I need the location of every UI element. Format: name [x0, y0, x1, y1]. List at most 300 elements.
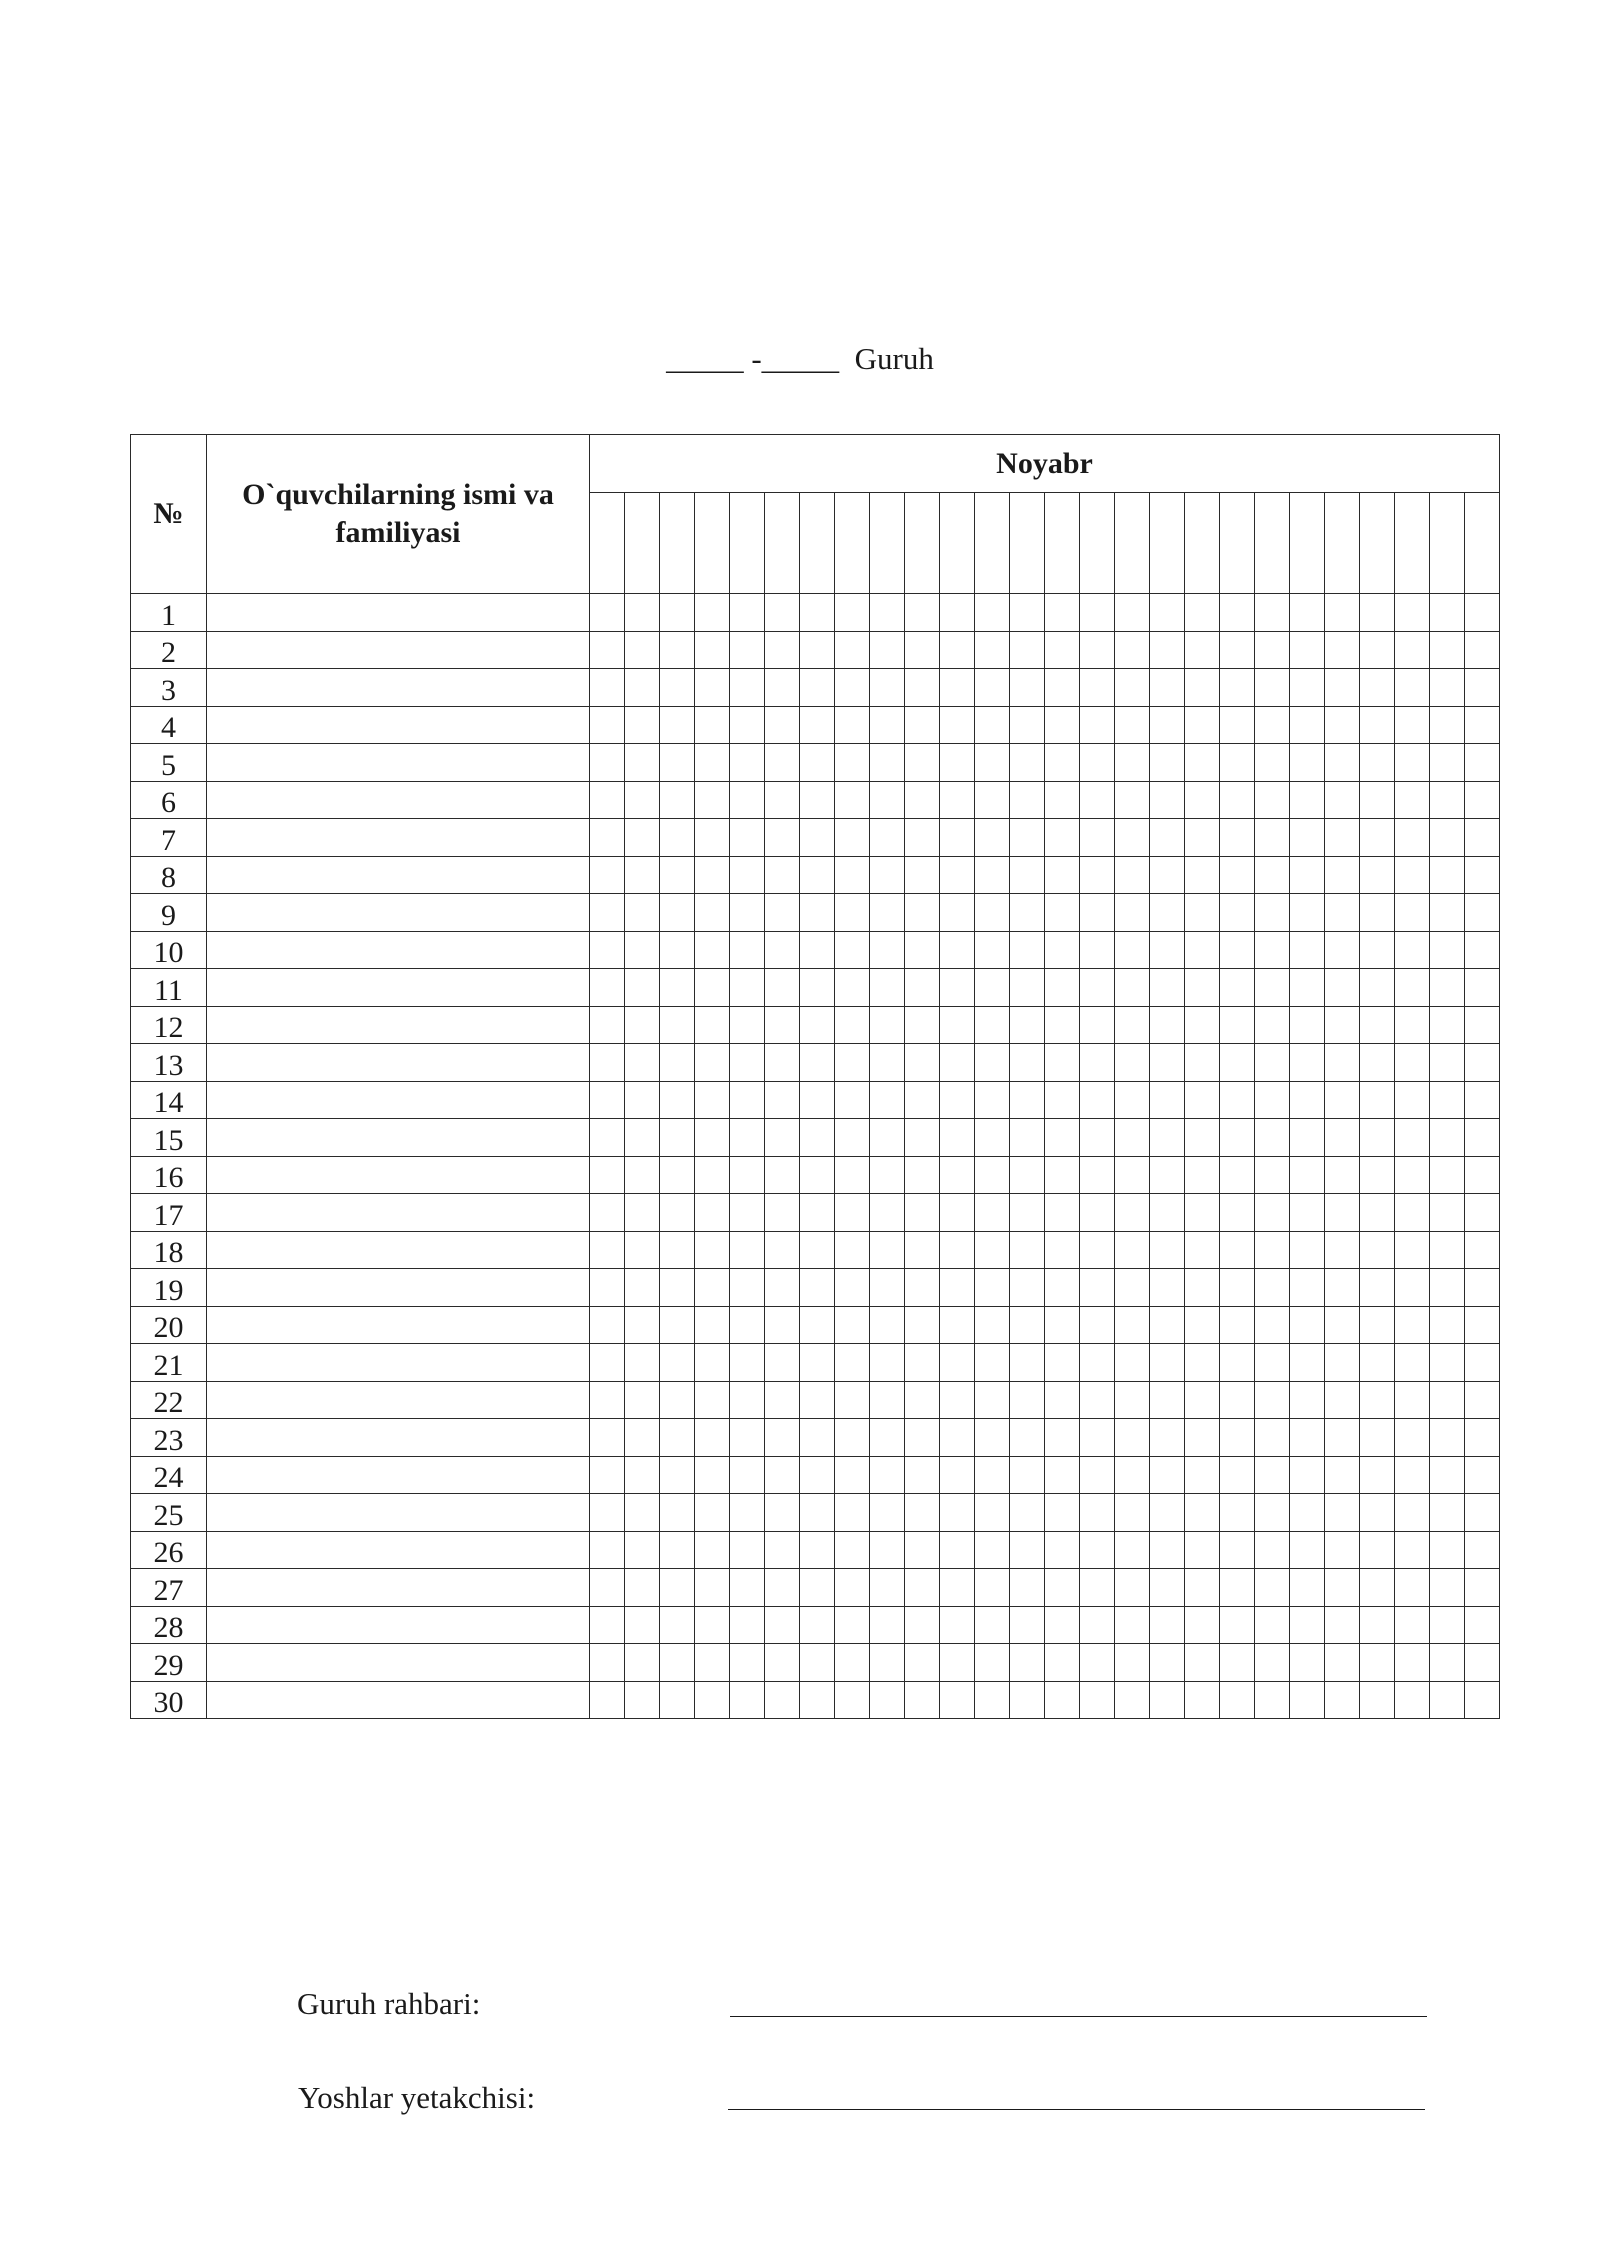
- attendance-cell[interactable]: [1465, 1344, 1500, 1382]
- attendance-cell[interactable]: [1360, 1569, 1395, 1607]
- attendance-cell[interactable]: [660, 1494, 695, 1532]
- attendance-cell[interactable]: [1395, 669, 1430, 707]
- attendance-cell[interactable]: [1360, 969, 1395, 1007]
- attendance-cell[interactable]: [1395, 1194, 1430, 1232]
- attendance-cell[interactable]: [695, 1044, 730, 1082]
- attendance-cell[interactable]: [870, 1531, 905, 1569]
- attendance-cell[interactable]: [765, 744, 800, 782]
- attendance-cell[interactable]: [835, 1344, 870, 1382]
- attendance-cell[interactable]: [1360, 1681, 1395, 1719]
- attendance-cell[interactable]: [625, 706, 660, 744]
- attendance-cell[interactable]: [1045, 631, 1080, 669]
- attendance-cell[interactable]: [905, 1381, 940, 1419]
- attendance-cell[interactable]: [1430, 1081, 1465, 1119]
- attendance-cell[interactable]: [1220, 931, 1255, 969]
- attendance-cell[interactable]: [870, 1419, 905, 1457]
- attendance-cell[interactable]: [975, 1419, 1010, 1457]
- attendance-cell[interactable]: [1080, 1531, 1115, 1569]
- attendance-cell[interactable]: [800, 1006, 835, 1044]
- attendance-cell[interactable]: [1185, 1269, 1220, 1307]
- attendance-cell[interactable]: [1150, 1081, 1185, 1119]
- attendance-cell[interactable]: [1325, 1644, 1360, 1682]
- attendance-cell[interactable]: [1255, 1006, 1290, 1044]
- attendance-cell[interactable]: [905, 1231, 940, 1269]
- attendance-cell[interactable]: [660, 744, 695, 782]
- attendance-cell[interactable]: [1045, 1494, 1080, 1532]
- attendance-cell[interactable]: [1360, 744, 1395, 782]
- attendance-cell[interactable]: [870, 1381, 905, 1419]
- attendance-cell[interactable]: [695, 819, 730, 857]
- attendance-cell[interactable]: [695, 1569, 730, 1607]
- attendance-cell[interactable]: [905, 1569, 940, 1607]
- attendance-cell[interactable]: [1080, 1269, 1115, 1307]
- attendance-cell[interactable]: [625, 931, 660, 969]
- attendance-cell[interactable]: [590, 1119, 625, 1157]
- attendance-cell[interactable]: [1395, 1494, 1430, 1532]
- attendance-cell[interactable]: [1325, 931, 1360, 969]
- attendance-cell[interactable]: [625, 744, 660, 782]
- student-name-cell[interactable]: [207, 1306, 590, 1344]
- attendance-cell[interactable]: [730, 969, 765, 1007]
- attendance-cell[interactable]: [1150, 1119, 1185, 1157]
- attendance-cell[interactable]: [870, 1269, 905, 1307]
- attendance-cell[interactable]: [1465, 969, 1500, 1007]
- attendance-cell[interactable]: [1325, 669, 1360, 707]
- attendance-cell[interactable]: [1115, 969, 1150, 1007]
- attendance-cell[interactable]: [1465, 781, 1500, 819]
- attendance-cell[interactable]: [870, 1494, 905, 1532]
- attendance-cell[interactable]: [660, 1119, 695, 1157]
- attendance-cell[interactable]: [835, 931, 870, 969]
- attendance-cell[interactable]: [1045, 1006, 1080, 1044]
- attendance-cell[interactable]: [1010, 1194, 1045, 1232]
- attendance-cell[interactable]: [695, 931, 730, 969]
- attendance-cell[interactable]: [730, 1081, 765, 1119]
- attendance-cell[interactable]: [1010, 894, 1045, 932]
- attendance-cell[interactable]: [800, 819, 835, 857]
- attendance-cell[interactable]: [730, 1381, 765, 1419]
- student-name-cell[interactable]: [207, 1531, 590, 1569]
- attendance-cell[interactable]: [730, 1044, 765, 1082]
- attendance-cell[interactable]: [660, 1344, 695, 1382]
- attendance-cell[interactable]: [730, 594, 765, 632]
- attendance-cell[interactable]: [870, 1456, 905, 1494]
- attendance-cell[interactable]: [835, 706, 870, 744]
- attendance-cell[interactable]: [870, 744, 905, 782]
- attendance-cell[interactable]: [1325, 706, 1360, 744]
- attendance-cell[interactable]: [625, 1269, 660, 1307]
- attendance-cell[interactable]: [1185, 1456, 1220, 1494]
- attendance-cell[interactable]: [1360, 931, 1395, 969]
- attendance-cell[interactable]: [1465, 819, 1500, 857]
- attendance-cell[interactable]: [940, 669, 975, 707]
- attendance-cell[interactable]: [1465, 1419, 1500, 1457]
- attendance-cell[interactable]: [660, 1606, 695, 1644]
- attendance-cell[interactable]: [1430, 1606, 1465, 1644]
- attendance-cell[interactable]: [940, 594, 975, 632]
- attendance-cell[interactable]: [1045, 1606, 1080, 1644]
- attendance-cell[interactable]: [1185, 819, 1220, 857]
- attendance-cell[interactable]: [800, 931, 835, 969]
- attendance-cell[interactable]: [625, 1156, 660, 1194]
- attendance-cell[interactable]: [1395, 1381, 1430, 1419]
- attendance-cell[interactable]: [1360, 1456, 1395, 1494]
- attendance-cell[interactable]: [1465, 1681, 1500, 1719]
- attendance-cell[interactable]: [1045, 1081, 1080, 1119]
- attendance-cell[interactable]: [975, 856, 1010, 894]
- attendance-cell[interactable]: [1150, 781, 1185, 819]
- attendance-cell[interactable]: [730, 706, 765, 744]
- attendance-cell[interactable]: [765, 1231, 800, 1269]
- attendance-cell[interactable]: [1395, 931, 1430, 969]
- attendance-cell[interactable]: [1465, 931, 1500, 969]
- student-name-cell[interactable]: [207, 1456, 590, 1494]
- attendance-cell[interactable]: [1045, 1306, 1080, 1344]
- attendance-cell[interactable]: [590, 1606, 625, 1644]
- attendance-cell[interactable]: [975, 1306, 1010, 1344]
- attendance-cell[interactable]: [940, 1456, 975, 1494]
- attendance-cell[interactable]: [1395, 1156, 1430, 1194]
- attendance-cell[interactable]: [730, 1644, 765, 1682]
- attendance-cell[interactable]: [625, 781, 660, 819]
- attendance-cell[interactable]: [1220, 894, 1255, 932]
- attendance-cell[interactable]: [1115, 894, 1150, 932]
- attendance-cell[interactable]: [1255, 781, 1290, 819]
- attendance-cell[interactable]: [1395, 1006, 1430, 1044]
- attendance-cell[interactable]: [1080, 1644, 1115, 1682]
- attendance-cell[interactable]: [1290, 894, 1325, 932]
- attendance-cell[interactable]: [765, 819, 800, 857]
- attendance-cell[interactable]: [660, 1681, 695, 1719]
- attendance-cell[interactable]: [905, 631, 940, 669]
- attendance-cell[interactable]: [905, 1156, 940, 1194]
- attendance-cell[interactable]: [1150, 894, 1185, 932]
- attendance-cell[interactable]: [1115, 1381, 1150, 1419]
- attendance-cell[interactable]: [870, 631, 905, 669]
- attendance-cell[interactable]: [1185, 1531, 1220, 1569]
- attendance-cell[interactable]: [590, 1231, 625, 1269]
- attendance-cell[interactable]: [1430, 1119, 1465, 1157]
- attendance-cell[interactable]: [835, 1381, 870, 1419]
- attendance-cell[interactable]: [625, 1081, 660, 1119]
- attendance-cell[interactable]: [730, 1231, 765, 1269]
- attendance-cell[interactable]: [1430, 969, 1465, 1007]
- attendance-cell[interactable]: [1220, 781, 1255, 819]
- attendance-cell[interactable]: [870, 706, 905, 744]
- attendance-cell[interactable]: [1045, 1419, 1080, 1457]
- attendance-cell[interactable]: [1080, 706, 1115, 744]
- attendance-cell[interactable]: [905, 1606, 940, 1644]
- attendance-cell[interactable]: [800, 1119, 835, 1157]
- attendance-cell[interactable]: [730, 1269, 765, 1307]
- attendance-cell[interactable]: [1360, 1381, 1395, 1419]
- attendance-cell[interactable]: [590, 1644, 625, 1682]
- attendance-cell[interactable]: [1010, 781, 1045, 819]
- attendance-cell[interactable]: [835, 1156, 870, 1194]
- attendance-cell[interactable]: [1045, 894, 1080, 932]
- attendance-cell[interactable]: [1220, 1419, 1255, 1457]
- attendance-cell[interactable]: [590, 781, 625, 819]
- attendance-cell[interactable]: [765, 1306, 800, 1344]
- attendance-cell[interactable]: [1080, 969, 1115, 1007]
- attendance-cell[interactable]: [660, 1269, 695, 1307]
- attendance-cell[interactable]: [1185, 1081, 1220, 1119]
- attendance-cell[interactable]: [1290, 1156, 1325, 1194]
- attendance-cell[interactable]: [1255, 894, 1290, 932]
- attendance-cell[interactable]: [800, 1644, 835, 1682]
- attendance-cell[interactable]: [1395, 706, 1430, 744]
- attendance-cell[interactable]: [1185, 1344, 1220, 1382]
- student-name-cell[interactable]: [207, 1006, 590, 1044]
- attendance-cell[interactable]: [905, 1344, 940, 1382]
- attendance-cell[interactable]: [1325, 1344, 1360, 1382]
- attendance-cell[interactable]: [765, 1569, 800, 1607]
- attendance-cell[interactable]: [905, 669, 940, 707]
- attendance-cell[interactable]: [1465, 894, 1500, 932]
- attendance-cell[interactable]: [1045, 1644, 1080, 1682]
- attendance-cell[interactable]: [940, 1681, 975, 1719]
- attendance-cell[interactable]: [1395, 631, 1430, 669]
- attendance-cell[interactable]: [1465, 1269, 1500, 1307]
- attendance-cell[interactable]: [590, 1081, 625, 1119]
- attendance-cell[interactable]: [1115, 781, 1150, 819]
- attendance-cell[interactable]: [1150, 1606, 1185, 1644]
- attendance-cell[interactable]: [1290, 1419, 1325, 1457]
- attendance-cell[interactable]: [1290, 1344, 1325, 1382]
- attendance-cell[interactable]: [870, 1231, 905, 1269]
- attendance-cell[interactable]: [870, 856, 905, 894]
- attendance-cell[interactable]: [660, 1006, 695, 1044]
- attendance-cell[interactable]: [870, 969, 905, 1007]
- attendance-cell[interactable]: [1465, 1381, 1500, 1419]
- attendance-cell[interactable]: [905, 1119, 940, 1157]
- attendance-cell[interactable]: [695, 1081, 730, 1119]
- attendance-cell[interactable]: [1395, 1231, 1430, 1269]
- attendance-cell[interactable]: [1360, 781, 1395, 819]
- attendance-cell[interactable]: [1255, 1494, 1290, 1532]
- attendance-cell[interactable]: [1430, 706, 1465, 744]
- attendance-cell[interactable]: [730, 931, 765, 969]
- attendance-cell[interactable]: [835, 1006, 870, 1044]
- attendance-cell[interactable]: [765, 1044, 800, 1082]
- attendance-cell[interactable]: [1290, 1119, 1325, 1157]
- attendance-cell[interactable]: [625, 819, 660, 857]
- attendance-cell[interactable]: [1290, 1681, 1325, 1719]
- attendance-cell[interactable]: [1255, 1419, 1290, 1457]
- attendance-cell[interactable]: [1150, 931, 1185, 969]
- attendance-cell[interactable]: [1220, 594, 1255, 632]
- student-name-cell[interactable]: [207, 1156, 590, 1194]
- attendance-cell[interactable]: [1360, 669, 1395, 707]
- attendance-cell[interactable]: [1080, 1681, 1115, 1719]
- attendance-cell[interactable]: [1325, 1081, 1360, 1119]
- attendance-cell[interactable]: [1150, 1006, 1185, 1044]
- attendance-cell[interactable]: [1255, 931, 1290, 969]
- attendance-cell[interactable]: [1430, 1194, 1465, 1232]
- attendance-cell[interactable]: [660, 1231, 695, 1269]
- attendance-cell[interactable]: [730, 781, 765, 819]
- attendance-cell[interactable]: [905, 1644, 940, 1682]
- attendance-cell[interactable]: [730, 1419, 765, 1457]
- attendance-cell[interactable]: [765, 969, 800, 1007]
- attendance-cell[interactable]: [660, 1156, 695, 1194]
- attendance-cell[interactable]: [800, 1044, 835, 1082]
- attendance-cell[interactable]: [1290, 781, 1325, 819]
- attendance-cell[interactable]: [905, 1531, 940, 1569]
- attendance-cell[interactable]: [1080, 894, 1115, 932]
- attendance-cell[interactable]: [1395, 1456, 1430, 1494]
- attendance-cell[interactable]: [1395, 1681, 1430, 1719]
- attendance-cell[interactable]: [905, 1306, 940, 1344]
- attendance-cell[interactable]: [940, 631, 975, 669]
- student-name-cell[interactable]: [207, 594, 590, 632]
- attendance-cell[interactable]: [975, 894, 1010, 932]
- attendance-cell[interactable]: [1185, 1044, 1220, 1082]
- attendance-cell[interactable]: [1255, 744, 1290, 782]
- attendance-cell[interactable]: [1115, 819, 1150, 857]
- attendance-cell[interactable]: [660, 1531, 695, 1569]
- attendance-cell[interactable]: [1185, 1494, 1220, 1532]
- attendance-cell[interactable]: [870, 1606, 905, 1644]
- attendance-cell[interactable]: [870, 781, 905, 819]
- attendance-cell[interactable]: [870, 1344, 905, 1382]
- attendance-cell[interactable]: [1220, 1269, 1255, 1307]
- attendance-cell[interactable]: [1010, 1081, 1045, 1119]
- attendance-cell[interactable]: [800, 1531, 835, 1569]
- attendance-cell[interactable]: [1290, 706, 1325, 744]
- attendance-cell[interactable]: [590, 819, 625, 857]
- attendance-cell[interactable]: [940, 744, 975, 782]
- student-name-cell[interactable]: [207, 1494, 590, 1532]
- attendance-cell[interactable]: [1220, 669, 1255, 707]
- attendance-cell[interactable]: [835, 1531, 870, 1569]
- attendance-cell[interactable]: [695, 1119, 730, 1157]
- attendance-cell[interactable]: [1150, 1156, 1185, 1194]
- attendance-cell[interactable]: [1080, 1044, 1115, 1082]
- attendance-cell[interactable]: [1290, 969, 1325, 1007]
- attendance-cell[interactable]: [1115, 1156, 1150, 1194]
- attendance-cell[interactable]: [1220, 1606, 1255, 1644]
- attendance-cell[interactable]: [1290, 744, 1325, 782]
- attendance-cell[interactable]: [1430, 1306, 1465, 1344]
- attendance-cell[interactable]: [1010, 1681, 1045, 1719]
- attendance-cell[interactable]: [625, 1194, 660, 1232]
- attendance-cell[interactable]: [695, 1606, 730, 1644]
- attendance-cell[interactable]: [590, 1569, 625, 1607]
- attendance-cell[interactable]: [1080, 819, 1115, 857]
- attendance-cell[interactable]: [1115, 1606, 1150, 1644]
- attendance-cell[interactable]: [1010, 1044, 1045, 1082]
- attendance-cell[interactable]: [800, 894, 835, 932]
- attendance-cell[interactable]: [1185, 1681, 1220, 1719]
- attendance-cell[interactable]: [1045, 1681, 1080, 1719]
- attendance-cell[interactable]: [905, 856, 940, 894]
- attendance-cell[interactable]: [590, 1044, 625, 1082]
- attendance-cell[interactable]: [1290, 1081, 1325, 1119]
- attendance-cell[interactable]: [1115, 856, 1150, 894]
- attendance-cell[interactable]: [940, 1494, 975, 1532]
- attendance-cell[interactable]: [765, 1344, 800, 1382]
- attendance-cell[interactable]: [800, 744, 835, 782]
- attendance-cell[interactable]: [835, 1419, 870, 1457]
- attendance-cell[interactable]: [975, 781, 1010, 819]
- attendance-cell[interactable]: [1325, 1569, 1360, 1607]
- attendance-cell[interactable]: [590, 1381, 625, 1419]
- attendance-cell[interactable]: [1010, 1381, 1045, 1419]
- attendance-cell[interactable]: [1395, 1531, 1430, 1569]
- attendance-cell[interactable]: [1185, 781, 1220, 819]
- attendance-cell[interactable]: [870, 1119, 905, 1157]
- attendance-cell[interactable]: [625, 1006, 660, 1044]
- attendance-cell[interactable]: [765, 706, 800, 744]
- attendance-cell[interactable]: [1080, 1006, 1115, 1044]
- attendance-cell[interactable]: [800, 781, 835, 819]
- attendance-cell[interactable]: [1220, 1569, 1255, 1607]
- attendance-cell[interactable]: [1010, 1006, 1045, 1044]
- attendance-cell[interactable]: [765, 594, 800, 632]
- attendance-cell[interactable]: [1045, 1531, 1080, 1569]
- attendance-cell[interactable]: [1360, 1419, 1395, 1457]
- attendance-cell[interactable]: [625, 1494, 660, 1532]
- attendance-cell[interactable]: [730, 1119, 765, 1157]
- attendance-cell[interactable]: [695, 1644, 730, 1682]
- attendance-cell[interactable]: [1395, 1569, 1430, 1607]
- attendance-cell[interactable]: [835, 1681, 870, 1719]
- attendance-cell[interactable]: [835, 1081, 870, 1119]
- attendance-cell[interactable]: [1465, 1156, 1500, 1194]
- attendance-cell[interactable]: [800, 1494, 835, 1532]
- attendance-cell[interactable]: [1395, 819, 1430, 857]
- attendance-cell[interactable]: [1045, 669, 1080, 707]
- student-name-cell[interactable]: [207, 1606, 590, 1644]
- attendance-cell[interactable]: [1465, 594, 1500, 632]
- student-name-cell[interactable]: [207, 819, 590, 857]
- attendance-cell[interactable]: [1465, 1044, 1500, 1082]
- attendance-cell[interactable]: [905, 1194, 940, 1232]
- attendance-cell[interactable]: [1185, 1231, 1220, 1269]
- attendance-cell[interactable]: [625, 1606, 660, 1644]
- attendance-cell[interactable]: [625, 1644, 660, 1682]
- attendance-cell[interactable]: [765, 631, 800, 669]
- attendance-cell[interactable]: [975, 706, 1010, 744]
- attendance-cell[interactable]: [940, 1006, 975, 1044]
- attendance-cell[interactable]: [765, 856, 800, 894]
- attendance-cell[interactable]: [1045, 1231, 1080, 1269]
- attendance-cell[interactable]: [1045, 1269, 1080, 1307]
- attendance-cell[interactable]: [1430, 1269, 1465, 1307]
- attendance-cell[interactable]: [800, 1681, 835, 1719]
- attendance-cell[interactable]: [695, 1006, 730, 1044]
- attendance-cell[interactable]: [940, 819, 975, 857]
- attendance-cell[interactable]: [1010, 1494, 1045, 1532]
- attendance-cell[interactable]: [1080, 1231, 1115, 1269]
- attendance-cell[interactable]: [835, 781, 870, 819]
- attendance-cell[interactable]: [625, 1044, 660, 1082]
- attendance-cell[interactable]: [870, 931, 905, 969]
- student-name-cell[interactable]: [207, 1344, 590, 1382]
- attendance-cell[interactable]: [1185, 706, 1220, 744]
- attendance-cell[interactable]: [1290, 1531, 1325, 1569]
- attendance-cell[interactable]: [765, 931, 800, 969]
- attendance-cell[interactable]: [1255, 1381, 1290, 1419]
- attendance-cell[interactable]: [1185, 631, 1220, 669]
- attendance-cell[interactable]: [870, 1644, 905, 1682]
- attendance-cell[interactable]: [1290, 1231, 1325, 1269]
- attendance-cell[interactable]: [800, 1269, 835, 1307]
- student-name-cell[interactable]: [207, 1044, 590, 1082]
- attendance-cell[interactable]: [1430, 1681, 1465, 1719]
- attendance-cell[interactable]: [1080, 1419, 1115, 1457]
